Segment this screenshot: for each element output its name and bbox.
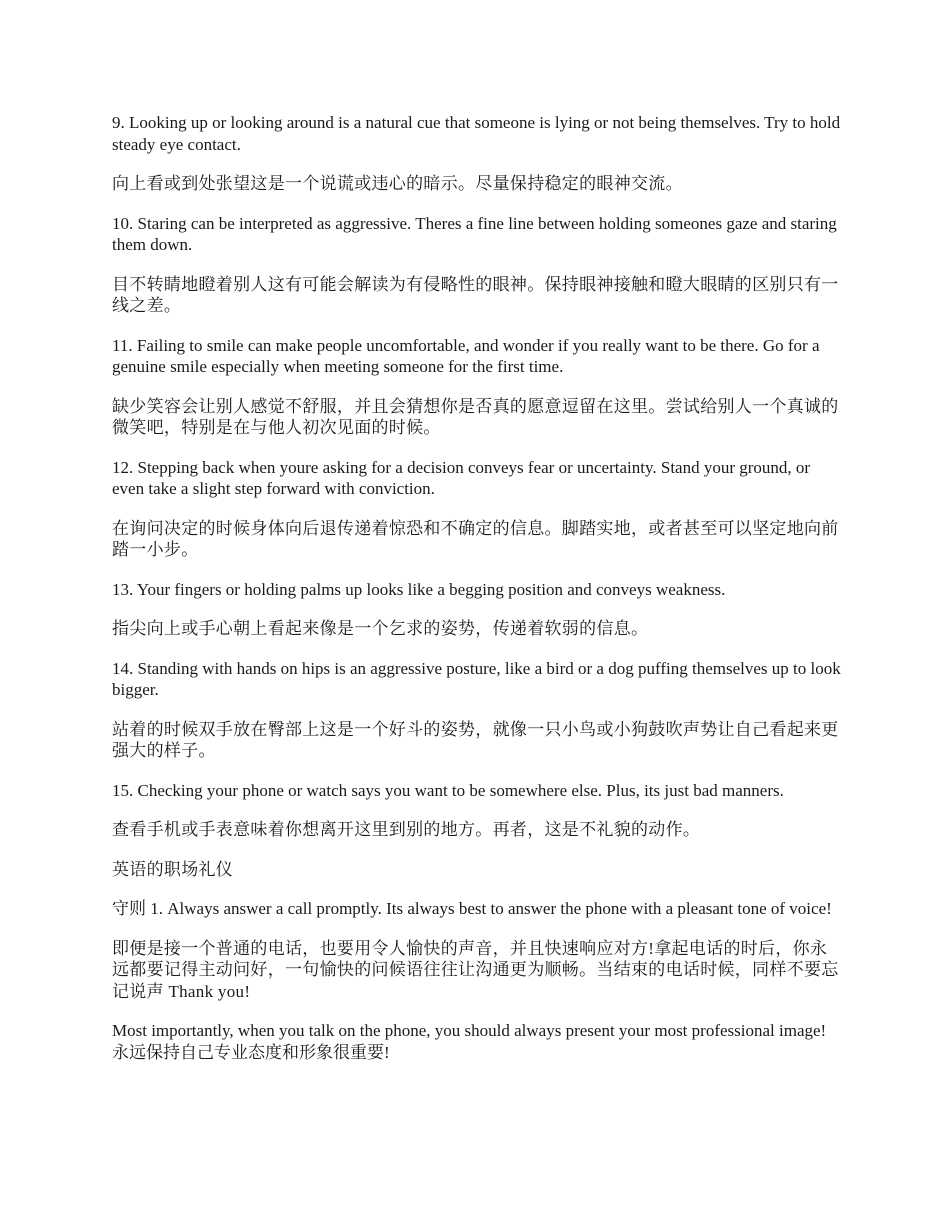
paragraph-tip-11-zh: 缺少笑容会让别人感觉不舒服，并且会猜想你是否真的愿意逗留在这里。尝试给别人一个真诚的微笑吧，特别是在与他人初次见面的时候。 [112,396,839,437]
paragraph-rule-1-en: 守则 1. Always answer a call promptly. Its always best to answer the phone with a pleasant tone of voice! [112,899,832,918]
paragraph-tip-15-en: 15. Checking your phone or watch says you want to be somewhere else. Plus, its just bad manners. [112,780,784,800]
section-heading-workplace-etiquette: 英语的职场礼仪 [112,859,234,879]
paragraph-tip-13-en: 13. Your fingers or holding palms up looks like a begging position and conveys weakness. [112,579,726,599]
paragraph-tip-10-zh: 目不转睛地瞪着别人这有可能会解读为有侵略性的眼神。保持眼神接触和瞪大眼睛的区别只有一线之差。 [112,274,839,315]
paragraph-tip-10-en: 10. Staring can be interpreted as aggressive. Theres a fine line between holding someones gaze and staring them down. [112,213,837,254]
paragraph-tip-14-zh: 站着的时候双手放在臀部上这是一个好斗的姿势，就像一只小鸟或小狗鼓吹声势让自己看起来更强大的样子。 [112,719,839,760]
paragraph-tip-9-en: 9. Looking up or looking around is a natural cue that someone is lying or not being themselves. Try to hold steady eye contact. [112,113,841,154]
paragraph-tip-12-en: 12. Stepping back when youre asking for a decision conveys fear or uncertainty. Stand your ground, or even take a slight step forward with conviction. [112,457,811,498]
paragraph-tip-15-zh: 查看手机或手表意味着你想离开这里到别的地方。再者，这是不礼貌的动作。 [112,820,701,839]
paragraph-tip-9-zh: 向上看或到处张望这是一个说谎或违心的暗示。尽量保持稳定的眼神交流。 [112,174,683,193]
paragraph-tip-14-en: 14. Standing with hands on hips is an aggressive posture, like a bird or a dog puffing themselves up to look bigger. [112,658,841,699]
document-page [112,112,844,1081]
paragraph-tip-13-zh: 指尖向上或手心朝上看起来像是一个乞求的姿势，传递着软弱的信息。 [112,619,649,638]
paragraph-tip-11-en: 11. Failing to smile can make people uncomfortable, and wonder if you really want to be there. Go for a genuine smile especially when meeting someone for the first time. [112,335,820,376]
paragraph-tip-12-zh: 在询问决定的时候身体向后退传递着惊恐和不确定的信息。脚踏实地，或者甚至可以坚定地向前踏一小步。 [112,518,839,559]
paragraph-rule-1-zh: 即便是接一个普通的电话，也要用令人愉快的声音，并且快速响应对方!拿起电话的时后，你永远都要记得主动问好，一句愉快的问候语往往让沟通更为顺畅。当结束的电话时候，同样不要忘记说声 Thank you! [112,938,839,1001]
paragraph-professional-image: Most importantly, when you talk on the phone, you should always present your most professional image! 永远保持自己专业态度和形象很重要! [112,1021,827,1062]
